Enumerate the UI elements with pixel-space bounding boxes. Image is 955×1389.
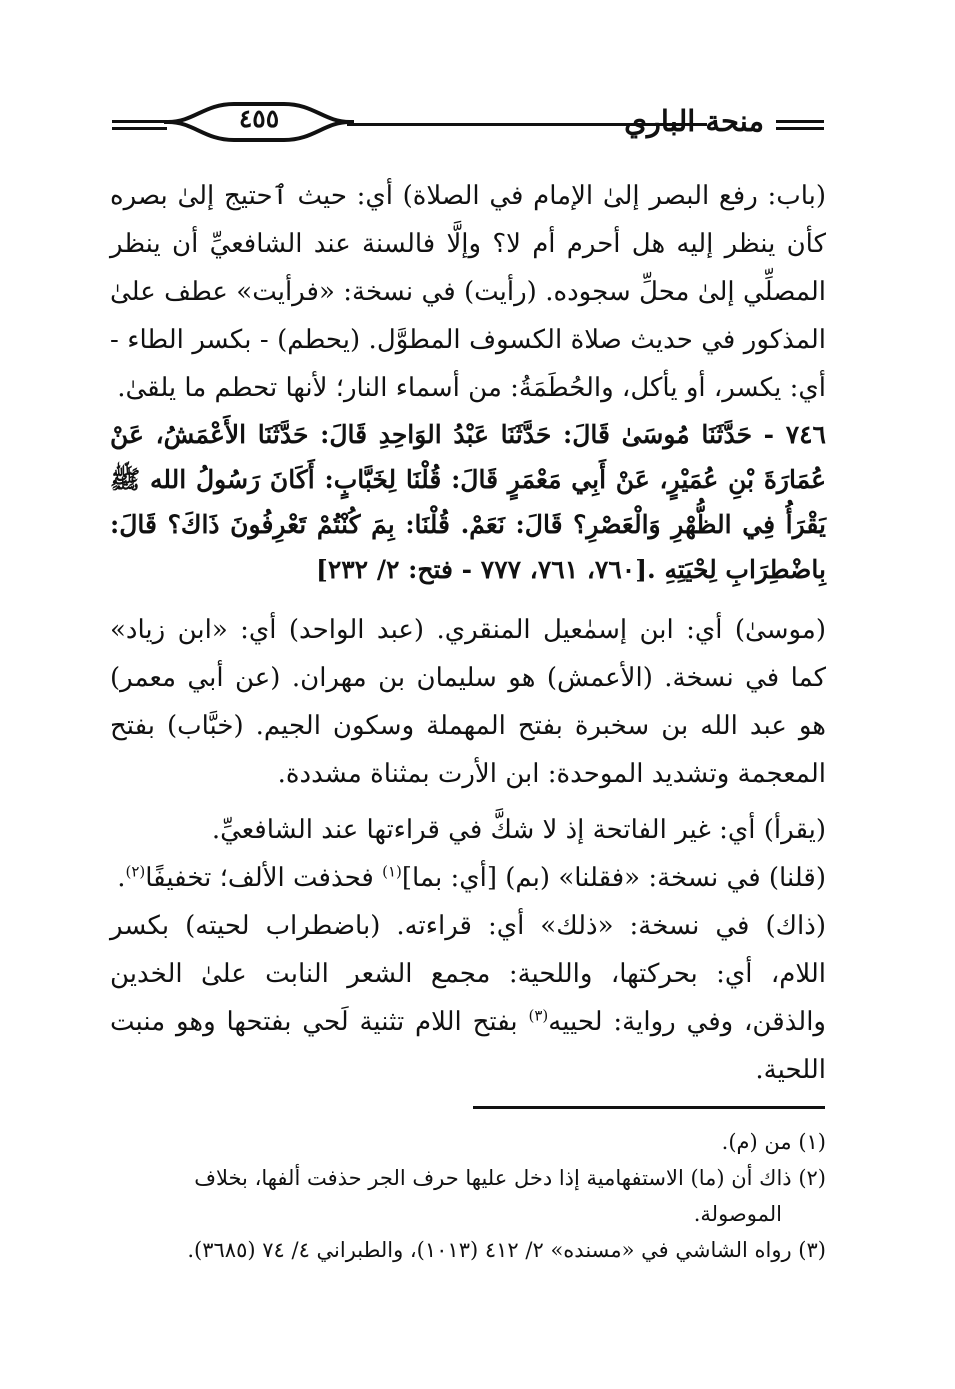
paragraph-4-text-b: فحذفت الألف؛ تخفيفًا bbox=[145, 863, 383, 893]
footnote-3: (٣) رواه الشاشي في «مسنده» ٢/ ٤١٢ (١٠١٣)، والطبراني ٤/ ٧٤ (٣٦٨٥). bbox=[187, 1238, 826, 1262]
commentary-paragraph-3: (يقرأ) أي: غير الفاتحة إذ لا شكَّ في قراءتها عند الشافعيِّ. bbox=[211, 815, 826, 845]
header-rule-right bbox=[776, 120, 824, 130]
footnote-2-line-1: (٢) ذاك أن (ما) الاستفهامية إذا دخل عليها حرف الجر حذفت ألفها، بخلاف bbox=[194, 1166, 826, 1190]
footnotes bbox=[110, 1124, 826, 1268]
page-header bbox=[112, 98, 824, 156]
main-text bbox=[110, 172, 826, 1094]
footnote-ref-2[interactable]: (٢) bbox=[125, 862, 146, 881]
paragraph-5-text-a: (ذاك) في نسخة: «ذلك» أي: قراءته. (باضطراب لحيته) بكسر اللام، أي: بحركتها، واللحية: مجمع الشعر النابت علىٰ الخدين والذقن، وفي رواية: لحييه bbox=[110, 911, 826, 1037]
page-number: ٤٥٥ bbox=[238, 104, 280, 133]
footnote-2-line-2: الموصولة. bbox=[693, 1202, 782, 1226]
footnote-ref-3[interactable]: (٣) bbox=[528, 1006, 549, 1025]
commentary-paragraph-5 bbox=[110, 902, 826, 1094]
footnote-1: (١) من (م). bbox=[721, 1130, 826, 1154]
footnote-ref-1[interactable]: (١) bbox=[382, 862, 402, 881]
paragraph-4-text-c: . bbox=[117, 863, 126, 893]
commentary-paragraph-2: (موسىٰ) أي: ابن إسمٰعيل المنقري. (عبد الواحد) أي: «ابن زياد» كما في نسخة. (الأعمش) هو سليمان بن مهران. (عن أبي معمر) هو عبد الله بن سخبرة بفتح المهملة وسكون الجيم. (خبَّاب) بفتح المعجمة وتشديد الموحدة: ابن الأرت بمثناة مشددة. bbox=[110, 615, 827, 789]
paragraph-5-text-b: بفتح اللام تثنية لَحي بفتحها وهو منبت اللحية. bbox=[110, 1007, 826, 1085]
paragraph-4-text-a: (قلنا) في نسخة: «فقلنا» (بم) [أي: بما] bbox=[401, 863, 826, 893]
header-rule-left bbox=[112, 120, 167, 130]
commentary-paragraph-1: (باب: رفع البصر إلىٰ الإمام في الصلاة) أي: حيث ٱحتيج إلىٰ بصره كأن ينظر إليه هل أحرم أم لا؟ وإلَّا فالسنة عند الشافعيِّ أن ينظر المصلِّي إلىٰ محلِّ سجوده. (رأيت) في نسخة: «فرأيت» عطف علىٰ المذكور في حديث صلاة الكسوف المطوَّل. (يحطم) - بكسر الطاء - أي: يكسر، أو يأكل، والحُطَمَةُ: من أسماء النار؛ لأنها تحطم ما يلقىٰ. bbox=[110, 181, 826, 403]
running-title: منحة الباري bbox=[624, 104, 764, 138]
commentary-paragraph-4 bbox=[110, 854, 826, 902]
footnote-separator bbox=[473, 1106, 825, 1109]
hadith-text: ٧٤٦ - حَدَّثَنَا مُوسَىٰ قَالَ: حَدَّثَنَا عَبْدُ الوَاحِدِ قَالَ: حَدَّثَنَا الأَعْمَشُ، عَنْ عُمَارَةَ بْنِ عُمَيْرٍ، عَنْ أَبِي مَعْمَرٍ قَالَ: قُلْنَا لِخَبَّابٍ: أَكَانَ رَسُولُ الله ﷺ يَقْرَأُ فِي الظُّهْرِ وَالْعَصْرِ؟ قَالَ: نَعَمْ. قُلْنَا: بِمَ كُنْتُمْ تَعْرِفُونَ ذَاكَ؟ قَالَ: بِاضْطِرَابِ لِحْيَتِهِ .[٧٦٠، ٧٦١، ٧٧٧ - فتح: ٢/ ٢٣٢] bbox=[110, 420, 826, 584]
